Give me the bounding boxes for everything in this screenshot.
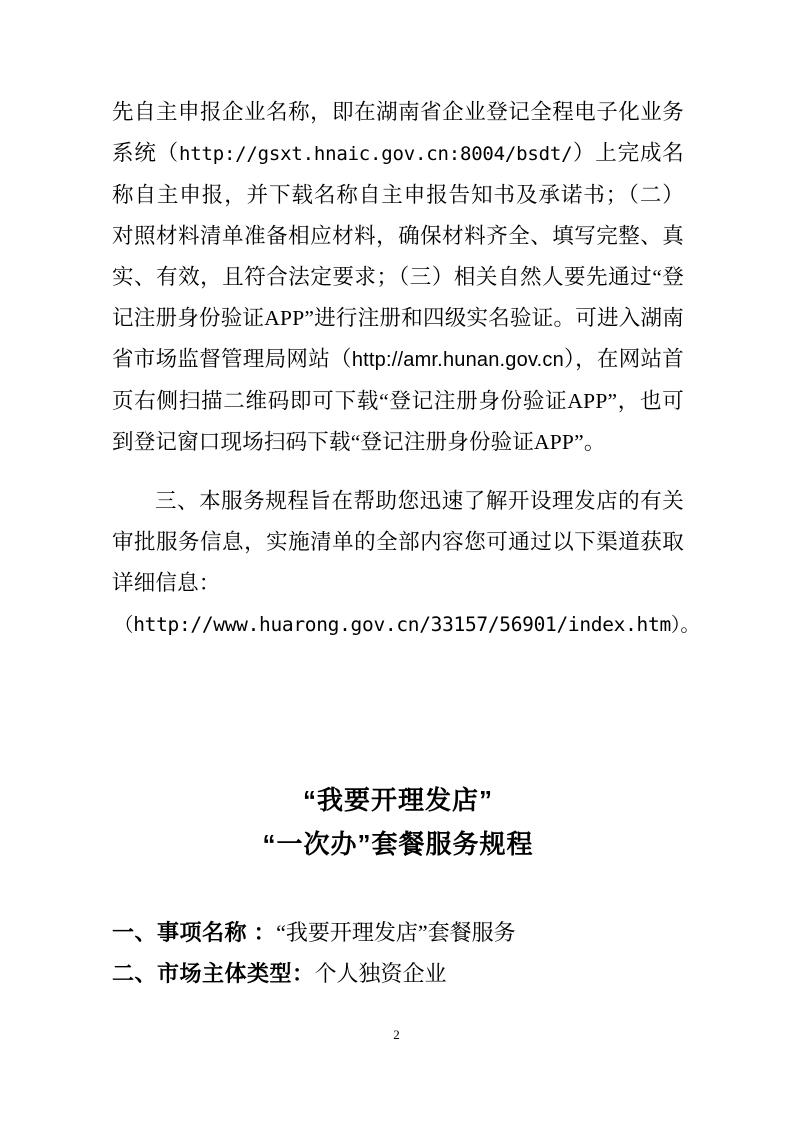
- field-value: “我要开理发店”套餐服务: [276, 920, 516, 945]
- document-body: [112, 92, 700, 645]
- field-label: 一、事项名称 ：: [112, 920, 277, 945]
- field-value: 个人独资企业: [314, 961, 447, 986]
- document-title: [112, 778, 684, 866]
- field-label: 二、市场主体类型：: [112, 961, 315, 986]
- reference-url: （http://www.huarong.gov.cn/33157/56901/index.htm）。: [114, 613, 700, 636]
- title-line-2: “一次办”套餐服务规程: [262, 829, 534, 859]
- paragraph-registration-steps: 先自主申报企业名称，即在湖南省企业登记全程电子化业务系统（http://gsxt.hnaic.gov.cn:8004/bsdt/）上完成名称自主申报，并下载名称自主申报告知书及承诺书；（二）对照材料清单准备相应材料，确保材料齐全、填写完整、真实、有效，且符合法定要求；（三）相关自然人要先通过“登记注册身份验证APP”进行注册和四级实名验证。可进入湖南省市场监督管理局网站（http://amr.hunan.gov.cn），在网站首页右侧扫描二维码即可下载“登记注册身份验证APP”，也可到登记窗口现场扫码下载“登记注册身份验证APP”。: [112, 100, 685, 454]
- field-list: [112, 912, 684, 994]
- field-row: [112, 912, 684, 953]
- field-row: [112, 953, 684, 994]
- paragraph-service-scope: 三、本服务规程旨在帮助您迅速了解开设理发店的有关审批服务信息，实施清单的全部内容您可通过以下渠道获取详细信息：: [112, 489, 684, 595]
- inline-url: http://amr.hunan.gov.cn: [351, 349, 564, 371]
- page-number: 2: [393, 1027, 400, 1042]
- paragraph-spacer: [112, 463, 684, 481]
- title-line-1: “我要开理发店”: [302, 785, 493, 815]
- inline-url-mono: http://gsxt.hnaic.gov.cn:8004/bsdt/: [178, 143, 573, 165]
